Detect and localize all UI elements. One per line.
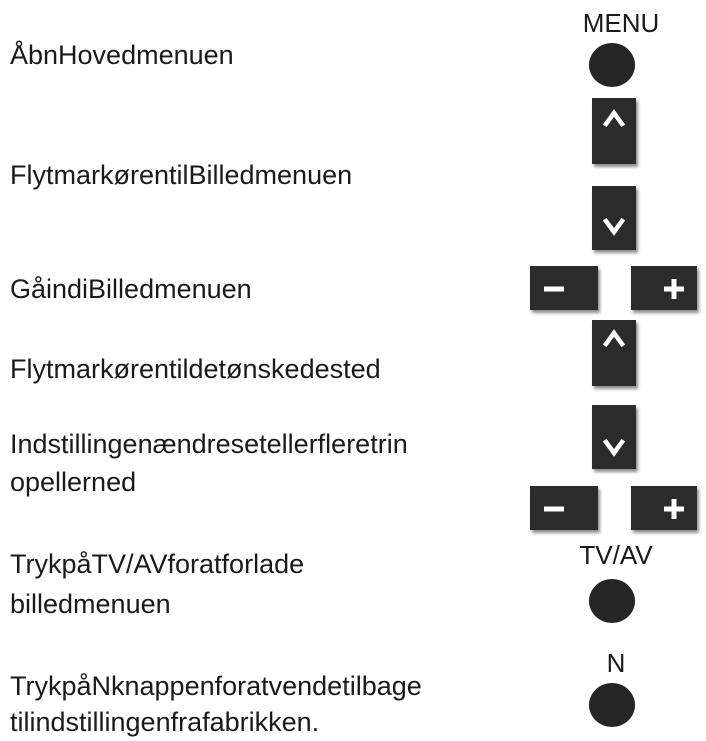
step-6-text-line2: billedmenuen xyxy=(10,589,171,619)
down-key-2[interactable] xyxy=(592,405,636,469)
step-7-text-line1: TrykpåNknappenforatvendetilbage xyxy=(10,671,422,701)
menu-button-label: MENU xyxy=(582,8,660,38)
up-arrow-icon xyxy=(592,98,636,164)
up-key[interactable] xyxy=(592,98,636,164)
minus-key[interactable] xyxy=(530,266,598,310)
tvav-button[interactable] xyxy=(589,579,635,623)
menu-button[interactable] xyxy=(589,43,635,87)
step-3-text: GåindiBilledmenuen xyxy=(10,274,252,304)
minus-icon xyxy=(530,486,598,530)
step-2-text: FlytmarkørentilBilledmenuen xyxy=(10,160,353,190)
step-5-text-line2: opellerned xyxy=(10,467,137,497)
plus-icon xyxy=(631,266,697,310)
step-5-text-line1: Indstillingenændresetellerfleretrin xyxy=(10,429,408,459)
plus-key-2[interactable] xyxy=(631,486,697,530)
step-1-text: ÅbnHovedmenuen xyxy=(10,40,234,70)
step-4-text: Flytmarkørentildetønskedested xyxy=(10,354,381,384)
plus-key[interactable] xyxy=(631,266,697,310)
down-arrow-icon xyxy=(592,186,636,250)
up-key-2[interactable] xyxy=(592,320,636,386)
step-7-text-line2: tilindstillingenfrafabrikken. xyxy=(10,707,320,737)
minus-icon xyxy=(530,266,598,310)
tvav-button-label: TV/AV xyxy=(579,540,653,570)
step-6-text-line1: TrykpåTV/AVforatforlade xyxy=(10,549,305,579)
n-button[interactable] xyxy=(589,683,635,727)
plus-icon xyxy=(631,486,697,530)
down-key[interactable] xyxy=(592,186,636,250)
up-arrow-icon xyxy=(592,320,636,386)
n-button-label: N xyxy=(606,648,626,678)
minus-key-2[interactable] xyxy=(530,486,598,530)
down-arrow-icon xyxy=(592,405,636,469)
